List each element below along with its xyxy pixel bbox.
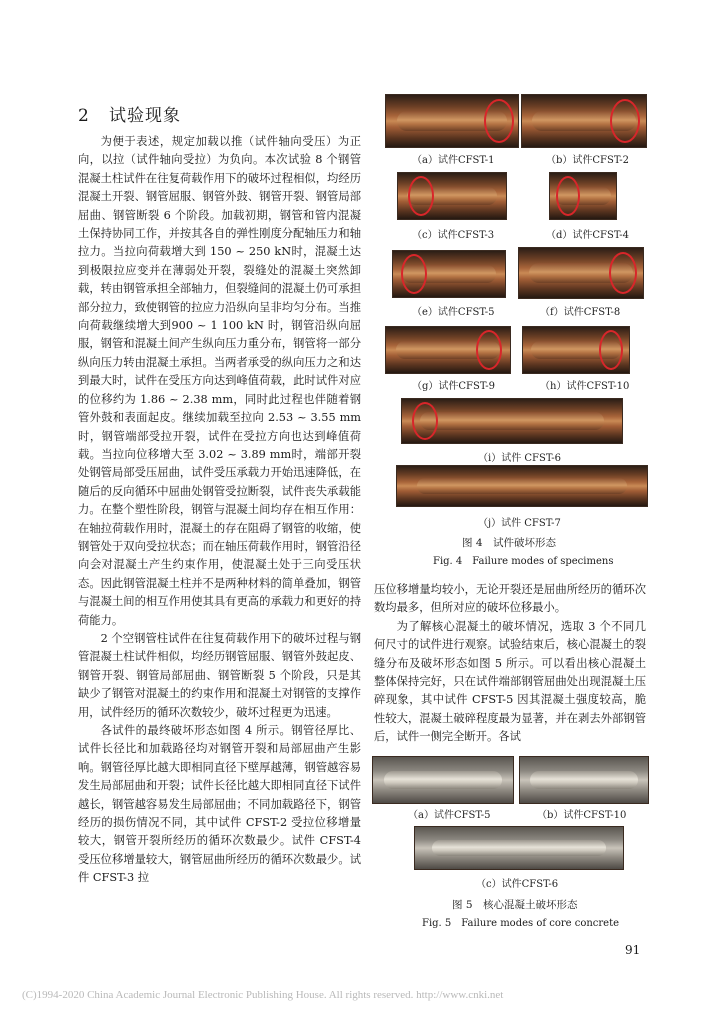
photo-cfst-3: [397, 172, 507, 220]
photo-core-cfst-5: [372, 756, 514, 804]
photo-cfst-5: [392, 250, 506, 298]
right-column: [374, 581, 646, 747]
photo-cfst-9: [385, 326, 511, 374]
caption-cfst-7: （j）试件 CFST-7: [478, 518, 561, 529]
section-title: 试验现象: [109, 106, 182, 126]
paragraph-test-phenomena: 为便于表述，规定加载以推（试件轴向受压）为正向，以拉（试件轴向受拉）为负向。本次试验 8 个钢管混凝土柱试件在往复荷载作用下的破坏过程相似，均经历混凝土开裂、钢管屈服、钢管外鼓、钢管开裂、钢管局部屈曲、钢管断裂 6 个阶段。加载初期，钢管和管内混凝土保持协同工作，并按其各自的弹性刚度分配轴压力和轴拉力。当拉向荷载增大到 150 ~ 250 kN时，混凝土达到极限拉应变并在薄弱处开裂，裂缝处的混凝土突然卸载，转由钢管承担全部轴力，但裂缝间的混凝土仍可承担部分拉力，致使钢管的拉应力沿纵向呈非均匀分布。当推向荷载继续增大到900 ~ 1 100 kN 时，钢管沿纵向屈服，钢管和混凝土间产生纵向压力重分布，钢管将一部分纵向压力转由混凝土承担。当两者承受的纵向压力之和达到最大时，试件在受压方向达到峰值荷载，此时试件对应的位移约为 1.86 ~ 2.38 mm，同时此过程也伴随着钢管外鼓和表面起皮。继续加载至拉向 2.53 ~ 3.55 mm时，钢管端部受拉开裂，试件在受拉方向也达到峰值荷载。当拉向位移增大至 3.02 ~ 3.89 mm时，端部开裂处钢管局部受压屈曲，试件受压承载力开始迅速降低，在随后的反向循环中屈曲处钢管受拉断裂，试件丧失承载能力。在整个塑性阶段，钢管与混凝土间均存在相互作用：在轴拉荷载作用时，混凝土的存在阻碍了钢管的收缩，使钢管处于双向受拉状态；而在轴压荷载作用时，钢管沿径向会对混凝土产生约束作用，使混凝土处于三向受压状态。因此钢管混凝土柱并不是两种材料的简单叠加，钢管与混凝土间的相互作用使其具有更高的承载力和更好的持荷能力。: [78, 135, 361, 627]
section-heading: [78, 101, 181, 126]
caption-cfst-4: （d）试件CFST-4: [546, 230, 629, 241]
photo-cfst-8: [518, 247, 644, 299]
figure-5-title-cn: 图 5 核心混凝土破坏形态: [452, 899, 578, 911]
caption-core-cfst-10: （b）试件CFST-10: [537, 810, 627, 821]
figure-4-title-en: Fig. 4 Failure modes of specimens: [433, 556, 614, 567]
paragraph-core-concrete: 为了解核心混凝土的破坏情况，选取 3 个不同几何尺寸的试件进行观察。试验结束后，核心混凝土的裂缝分布及破坏形态如图 5 所示。可以看出核心混凝土整体保持完好，只在试件端部钢管屈曲处出现混凝土压碎现象，其中试件 CFST-5 因其混凝土强度较高，脆性较大，混凝土破碎程度最为显著，并在剥去外部钢管后，试件一侧完全断开。各试: [374, 619, 646, 744]
caption-cfst-6: （i）试件 CFST-6: [478, 453, 561, 464]
figure-5-title-en: Fig. 5 Failure modes of core concrete: [422, 918, 620, 929]
photo-cfst-6: [401, 398, 623, 444]
caption-core-cfst-5: （a）试件CFST-5: [408, 810, 491, 821]
paragraph-continued: 压位移增量均较小，无论开裂还是屈曲所经历的循环次数均最多，但所对应的破坏位移最小。: [374, 583, 646, 615]
photo-cfst-2: [521, 94, 647, 148]
caption-cfst-5: （e）试件CFST-5: [412, 307, 495, 318]
photo-cfst-7: [396, 465, 648, 507]
caption-cfst-2: （b）试件CFST-2: [546, 155, 629, 166]
photo-cfst-1: [385, 94, 519, 148]
paragraph-hollow-tube: 2 个空钢管柱试件在往复荷载作用下的破坏过程与钢管混凝土柱试件相似，均经历钢管屈服、钢管外鼓起皮、钢管开裂、钢管局部屈曲、钢管断裂 5 个阶段，只是其缺少了钢管对混凝土的约束作用和混凝土对钢管的支撑作用，试件经历的循环次数较少，破坏过程更为迅速。: [78, 631, 361, 719]
caption-cfst-3: （c）试件CFST-3: [412, 230, 495, 241]
section-number: 2: [78, 106, 90, 126]
caption-cfst-1: （a）试件CFST-1: [412, 155, 495, 166]
page-number: 91: [625, 943, 641, 957]
caption-cfst-10: （h）试件CFST-10: [540, 381, 630, 392]
paragraph-failure-modes: 各试件的最终破坏形态如图 4 所示。钢管径厚比、试件长径比和加载路径均对钢管开裂和局部屈曲产生影响。钢管径厚比越大即相同直径下壁厚越薄，钢管越容易发生局部屈曲和开裂；试件长径比越大即相同直径下试件越长，钢管越容易发生局部屈曲；不同加载路径下，钢管经历的损伤情况不同，其中试件 CFST-2 受拉位移增量较大，钢管开裂所经历的循环次数最少。试件 CFST-4 受压位移增量较大，钢管屈曲所经历的循环次数最少。试件 CFST-3 拉: [78, 724, 361, 885]
caption-core-cfst-6: （c）试件CFST-6: [476, 879, 559, 890]
photo-cfst-10: [522, 326, 630, 374]
copyright-footer: (C)1994-2020 China Academic Journal Electronic Publishing House. All rights reserved. http://www.cnki.net: [22, 989, 504, 1001]
caption-cfst-8: （f）试件CFST-8: [540, 307, 621, 318]
photo-core-cfst-6: [414, 826, 624, 870]
left-column: [78, 133, 361, 888]
photo-cfst-4: [549, 172, 617, 220]
photo-core-cfst-10: [519, 756, 649, 804]
caption-cfst-9: （g）试件CFST-9: [412, 381, 495, 392]
figure-4-title-cn: 图 4 试件破坏形态: [462, 537, 557, 549]
